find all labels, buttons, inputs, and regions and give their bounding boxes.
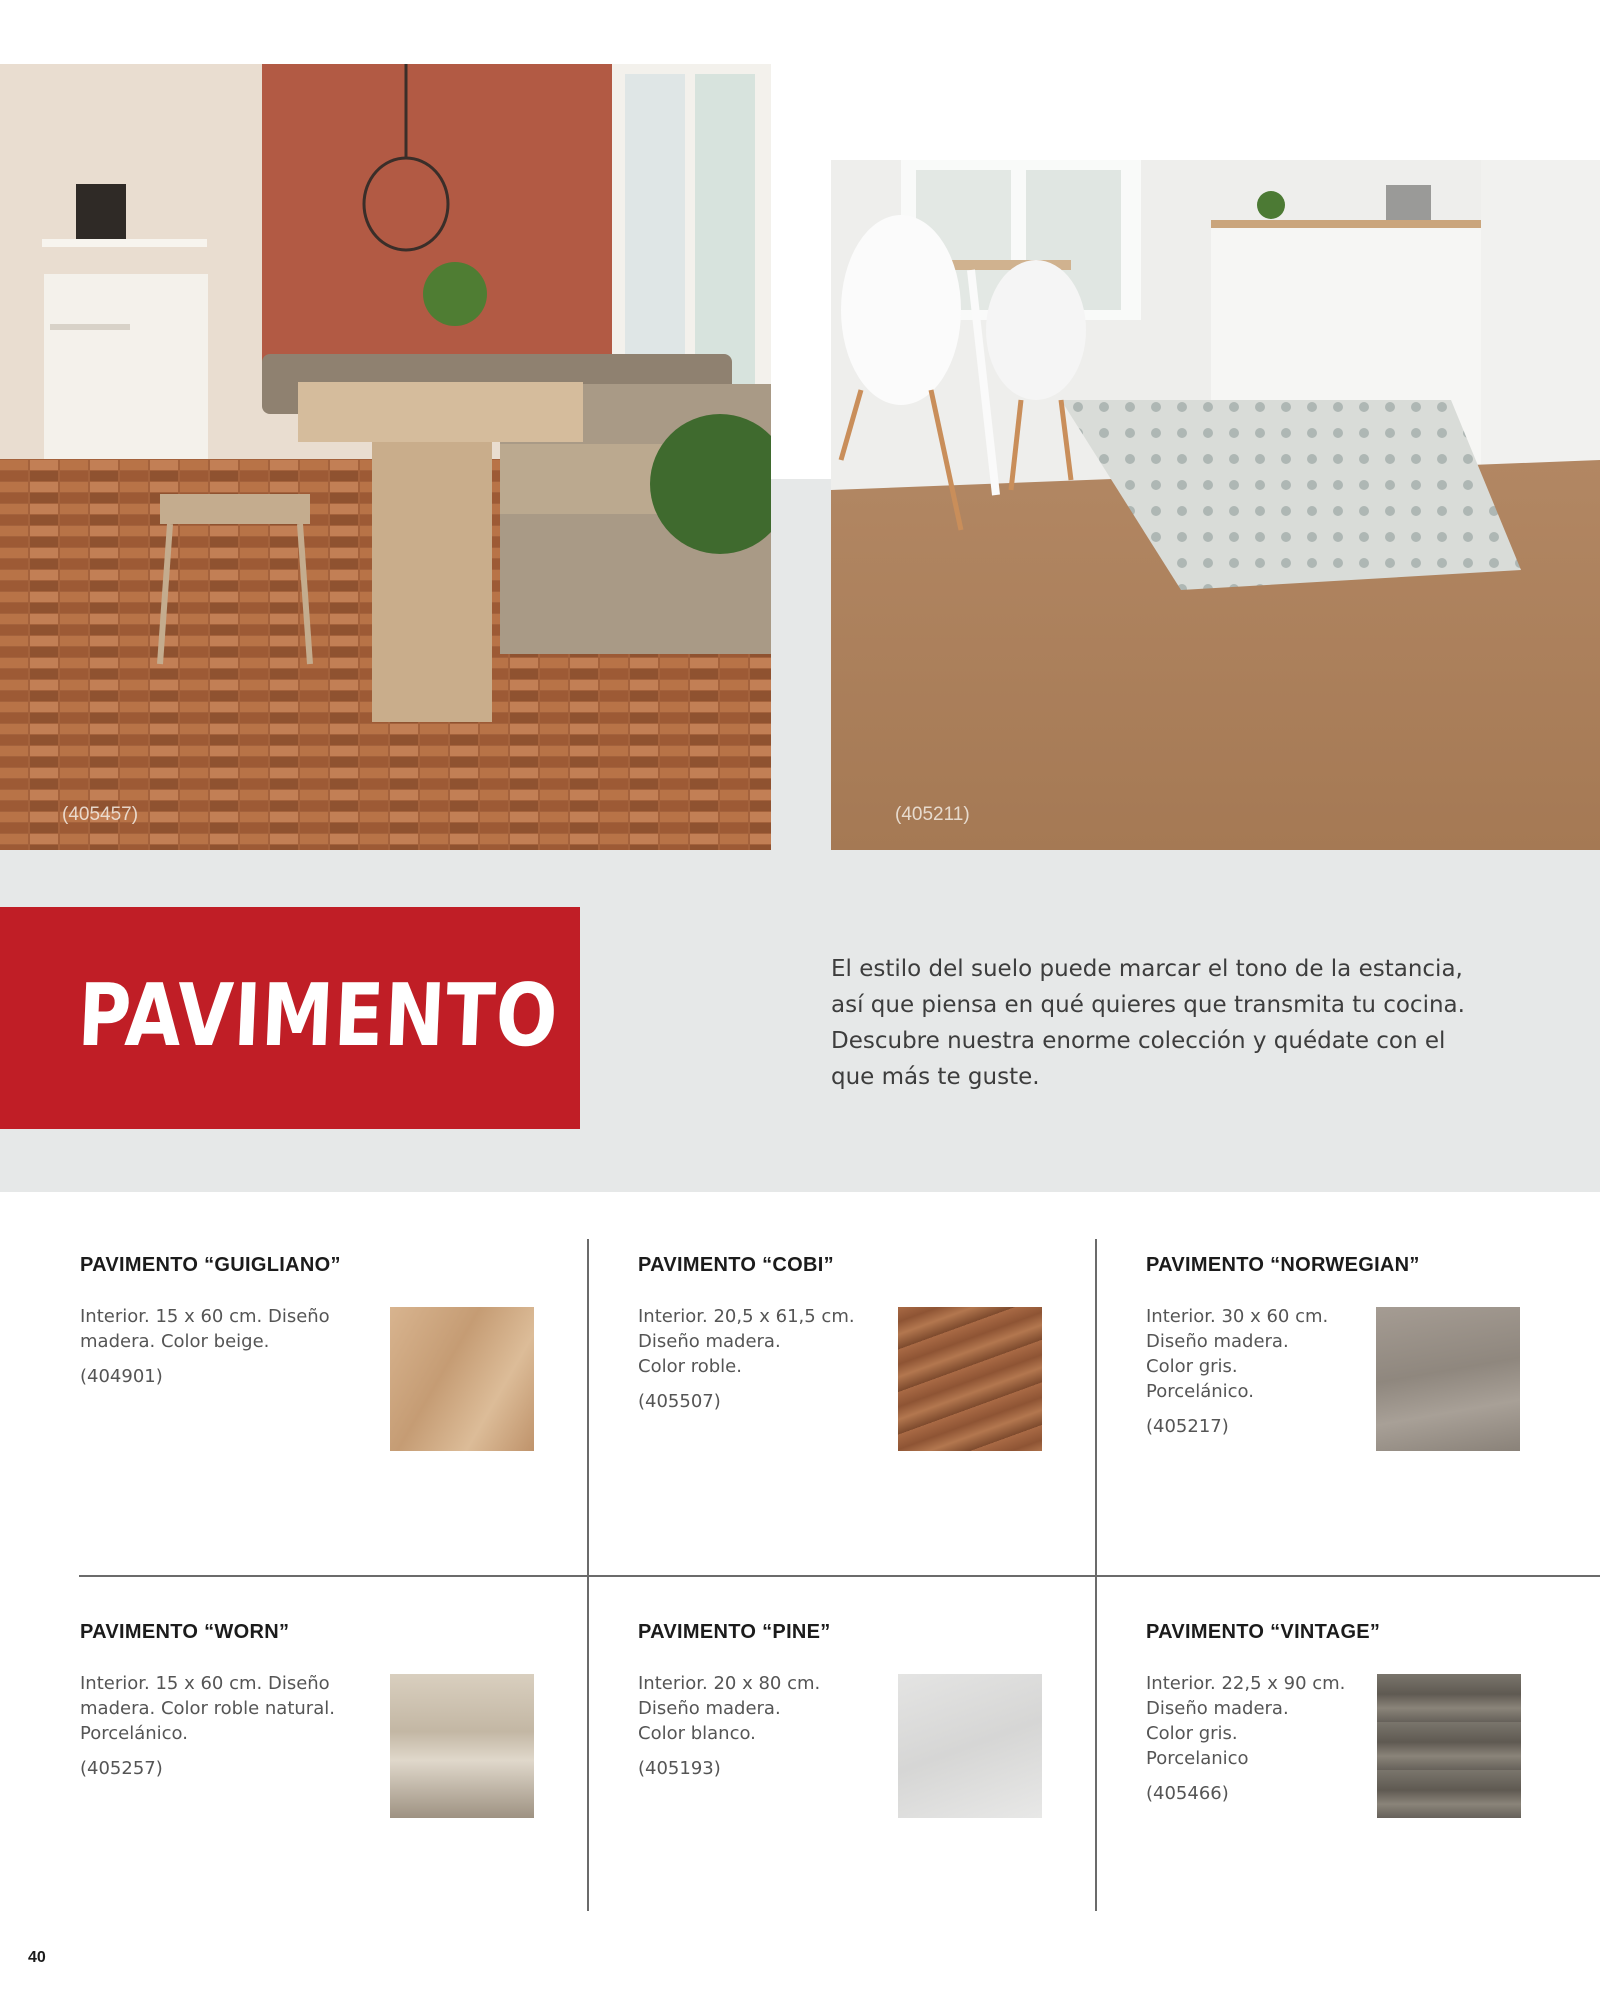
- dining-nook-illustration: [0, 64, 771, 850]
- intro-line: que más te guste.: [831, 1064, 1040, 1090]
- product-title: PAVIMENTO “VINTAGE”: [1146, 1621, 1381, 1643]
- product-code: (405466): [1146, 1783, 1229, 1804]
- dining-nook-photo: [0, 64, 771, 850]
- description-line: Diseño madera.: [638, 1331, 781, 1352]
- description-line: Interior. 22,5 x 90 cm.: [1146, 1673, 1346, 1694]
- product-code: (404901): [80, 1366, 163, 1387]
- product-code: (405257): [80, 1758, 163, 1779]
- description-line: Color blanco.: [638, 1723, 756, 1744]
- swatch-natural-oak: [390, 1674, 534, 1818]
- product-title: PAVIMENTO “NORWEGIAN”: [1146, 1254, 1420, 1276]
- product-title: PAVIMENTO “COBI”: [638, 1254, 834, 1276]
- section-title-banner: [0, 907, 580, 1129]
- description-line: Interior. 15 x 60 cm. Diseño: [80, 1673, 330, 1694]
- description-line: madera. Color beige.: [80, 1331, 270, 1352]
- description-line: Color roble.: [638, 1356, 742, 1377]
- kitchen-photo: [831, 160, 1600, 850]
- intro-line: así que piensa en qué quieres que transmita tu cocina.: [831, 992, 1465, 1018]
- description-line: Color gris.: [1146, 1723, 1238, 1744]
- product-title: PAVIMENTO “GUIGLIANO”: [80, 1254, 341, 1276]
- grid-divider-horizontal: [79, 1575, 1600, 1577]
- kitchen-illustration: [831, 160, 1600, 850]
- description-line: Interior. 30 x 60 cm.: [1146, 1306, 1329, 1327]
- intro-line: Descubre nuestra enorme colección y quédate con el: [831, 1028, 1446, 1054]
- description-line: Porcelánico.: [80, 1723, 188, 1744]
- swatch-white-wood: [898, 1674, 1042, 1818]
- product-code: (405193): [638, 1758, 721, 1779]
- description-line: Interior. 15 x 60 cm. Diseño: [80, 1306, 330, 1327]
- description-line: Porcelanico: [1146, 1748, 1249, 1769]
- description-line: Porcelánico.: [1146, 1381, 1254, 1402]
- intro-line: El estilo del suelo puede marcar el tono de la estancia,: [831, 956, 1463, 982]
- swatch-vintage-grey: [1377, 1674, 1521, 1818]
- photo-product-code: (405457): [62, 804, 139, 825]
- description-line: Interior. 20 x 80 cm.: [638, 1673, 821, 1694]
- product-code: (405217): [1146, 1416, 1229, 1437]
- section-title: PAVIMENTO: [75, 966, 561, 1066]
- product-title: PAVIMENTO “WORN”: [80, 1621, 290, 1643]
- intro-paragraph: [831, 951, 1531, 1095]
- description-line: madera. Color roble natural.: [80, 1698, 335, 1719]
- page-number: 40: [28, 1949, 46, 1966]
- product-description: [638, 1304, 938, 1414]
- swatch-beige-wood: [390, 1307, 534, 1451]
- product-title: PAVIMENTO “PINE”: [638, 1621, 831, 1643]
- description-line: Diseño madera.: [1146, 1698, 1289, 1719]
- product-description: [80, 1304, 380, 1389]
- swatch-oak-wood: [898, 1307, 1042, 1451]
- description-line: Interior. 20,5 x 61,5 cm.: [638, 1306, 855, 1327]
- description-line: Diseño madera.: [638, 1698, 781, 1719]
- photo-product-code: (405211): [895, 804, 970, 825]
- product-code: (405507): [638, 1391, 721, 1412]
- description-line: Diseño madera.: [1146, 1331, 1289, 1352]
- product-description: [80, 1671, 380, 1781]
- description-line: Color gris.: [1146, 1356, 1238, 1377]
- product-description: [638, 1671, 938, 1781]
- swatch-grey-wood: [1376, 1307, 1520, 1451]
